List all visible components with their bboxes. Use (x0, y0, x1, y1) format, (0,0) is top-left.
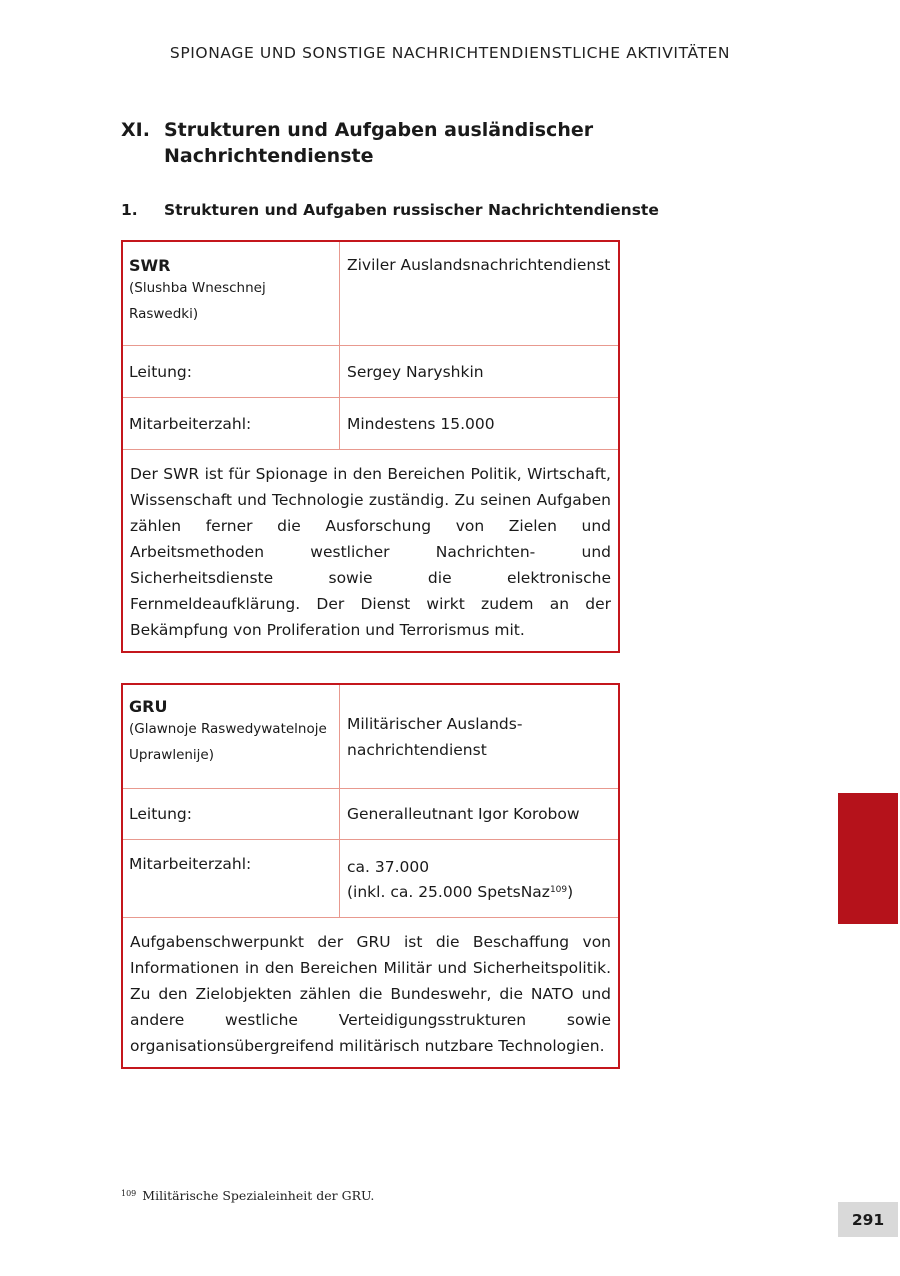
running-head: SPIONAGE UND SONSTIGE NACHRICHTENDIENSTLICHE AKTIVITÄTEN (169, 44, 731, 62)
section-number: XI. (121, 119, 150, 141)
gru-lead-value: Generalleutnant Igor Korobow (347, 805, 580, 823)
gru-lead-row (123, 789, 618, 840)
gru-abbreviation: GRU (129, 697, 168, 716)
swr-description: Der SWR ist für Spionage in den Bereichen Politik, Wirtschaft, Wissenschaft und Technologie zuständig. Zu seinen Aufgaben zählen ferner die Ausforschung von Zielen und Arbeitsmethoden westlicher Nachrichten- und Sicherheitsdienste sowie die elektronische Fernmeldeaufklärung. Der Dienst wirkt zudem an der Bekämpfung von Proliferation und Terrorismus mit. (130, 465, 611, 639)
swr-type: Ziviler Auslandsnachrichtendienst (347, 256, 611, 274)
gru-full-name-line1: (Glawnoje Raswedywatelnoje (129, 721, 327, 737)
swr-abbreviation: SWR (129, 256, 171, 275)
gru-name-cell (123, 685, 340, 788)
chapter-tab-marker (838, 793, 898, 924)
gru-table (121, 683, 620, 1069)
subsection-number: 1. (121, 201, 138, 219)
swr-table (121, 240, 620, 653)
page-number: 291 (838, 1202, 898, 1237)
swr-staff-row (123, 398, 618, 450)
footnote-number: 109 (121, 1189, 137, 1198)
swr-lead-row (123, 346, 618, 398)
gru-staff-label: Mitarbeiterzahl: (123, 840, 340, 917)
subsection-heading (121, 199, 659, 221)
gru-staff-value: ca. 37.000 (inkl. ca. 25.000 SpetsNaz$^{109}$) (347, 858, 574, 901)
swr-lead-value: Sergey Naryshkin (347, 362, 484, 381)
gru-staff-row (123, 840, 618, 918)
footnote-reference[interactable]: 109 (549, 885, 568, 895)
swr-name-cell (123, 242, 340, 345)
footnote (121, 1188, 374, 1203)
gru-description: Aufgabenschwerpunkt der GRU ist die Beschaffung von Informationen in den Bereichen Militär und Sicherheitspolitik. Zu den Zielobjekten zählen die Bundeswehr, die NATO und andere westliche Verteidigungsstrukturen sowie organisationsübergreifend militärisch nutzbare Technologien. (130, 933, 611, 1055)
section-title: Strukturen und Aufgaben ausländischer Nachrichtendienste (164, 119, 594, 167)
footnote-text: Militärische Spezialeinheit der GRU. (142, 1188, 375, 1203)
section-heading (121, 117, 601, 169)
gru-full-name-line2: Uprawlenije) (129, 747, 215, 763)
swr-header-row (123, 242, 618, 346)
gru-header-row (123, 685, 618, 789)
swr-full-name: (Slushba Wneschnej Raswedki) (129, 280, 266, 322)
gru-type: Militärischer Auslands- nachrichtendienst (347, 714, 523, 759)
swr-lead-label: Leitung: (123, 346, 340, 397)
swr-staff-label: Mitarbeiterzahl: (123, 398, 340, 449)
subsection-title: Strukturen und Aufgaben russischer Nachrichtendienste (164, 201, 659, 219)
swr-staff-value: Mindestens 15.000 (347, 414, 495, 433)
gru-lead-label: Leitung: (123, 789, 340, 839)
